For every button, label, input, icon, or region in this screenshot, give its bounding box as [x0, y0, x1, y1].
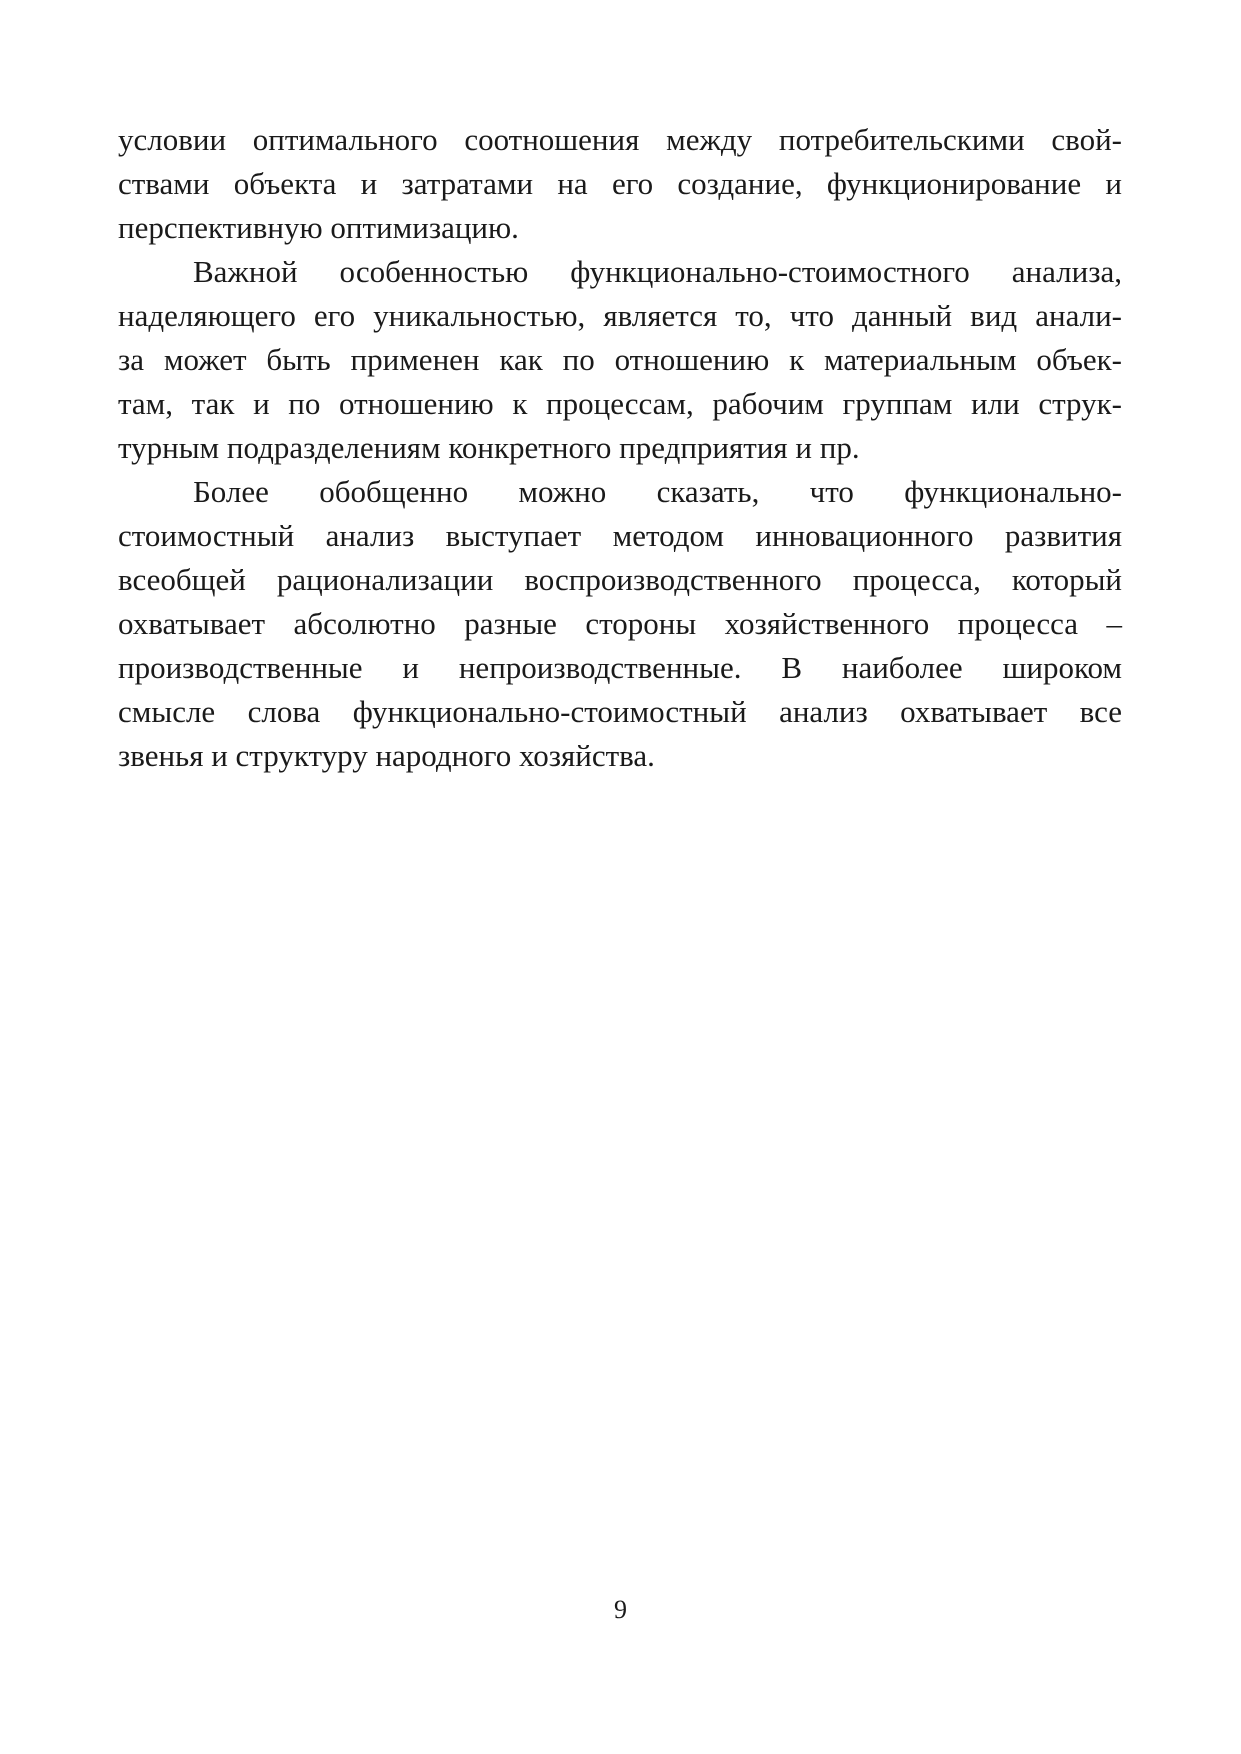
- paragraph-1-line-1: условии оптимального соотношения между потребительскими свой-: [118, 122, 1122, 157]
- paragraph-2-line-4: там, так и по отношению к процессам, рабочим группам или струк-: [118, 386, 1122, 421]
- paragraph-3-line-2: стоимостный анализ выступает методом инновационного развития: [118, 518, 1122, 553]
- paragraph-3-line-1: Более обобщенно можно сказать, что функционально-: [193, 474, 1122, 509]
- paragraph-3-line-6: смысле слова функционально-стоимостный анализ охватывает все: [118, 694, 1122, 729]
- paragraph-2-line-3: за может быть применен как по отношению к материальным объек-: [118, 342, 1122, 377]
- paragraph-3-line-3: всеобщей рационализации воспроизводственного процесса, который: [118, 562, 1122, 597]
- paragraph-2-line-1: Важной особенностью функционально-стоимостного анализа,: [193, 254, 1122, 289]
- paragraph-2-line-2: наделяющего его уникальностью, является то, что данный вид анали-: [118, 298, 1122, 333]
- paragraph-2-line-5: турным подразделениям конкретного предприятия и пр.: [118, 430, 860, 465]
- body-text: [118, 118, 1122, 778]
- paragraph-1-line-2: ствами объекта и затратами на его создание, функционирование и: [118, 166, 1122, 201]
- page-number: 9: [614, 1595, 627, 1624]
- paragraph-3-line-5: производственные и непроизводственные. В наиболее широком: [118, 650, 1122, 685]
- paragraph-3-line-7: звенья и структуру народного хозяйства.: [118, 738, 655, 773]
- paragraph-1-line-3: перспективную оптимизацию.: [118, 210, 519, 245]
- paragraph-3-line-4: охватывает абсолютно разные стороны хозяйственного процесса –: [118, 606, 1122, 641]
